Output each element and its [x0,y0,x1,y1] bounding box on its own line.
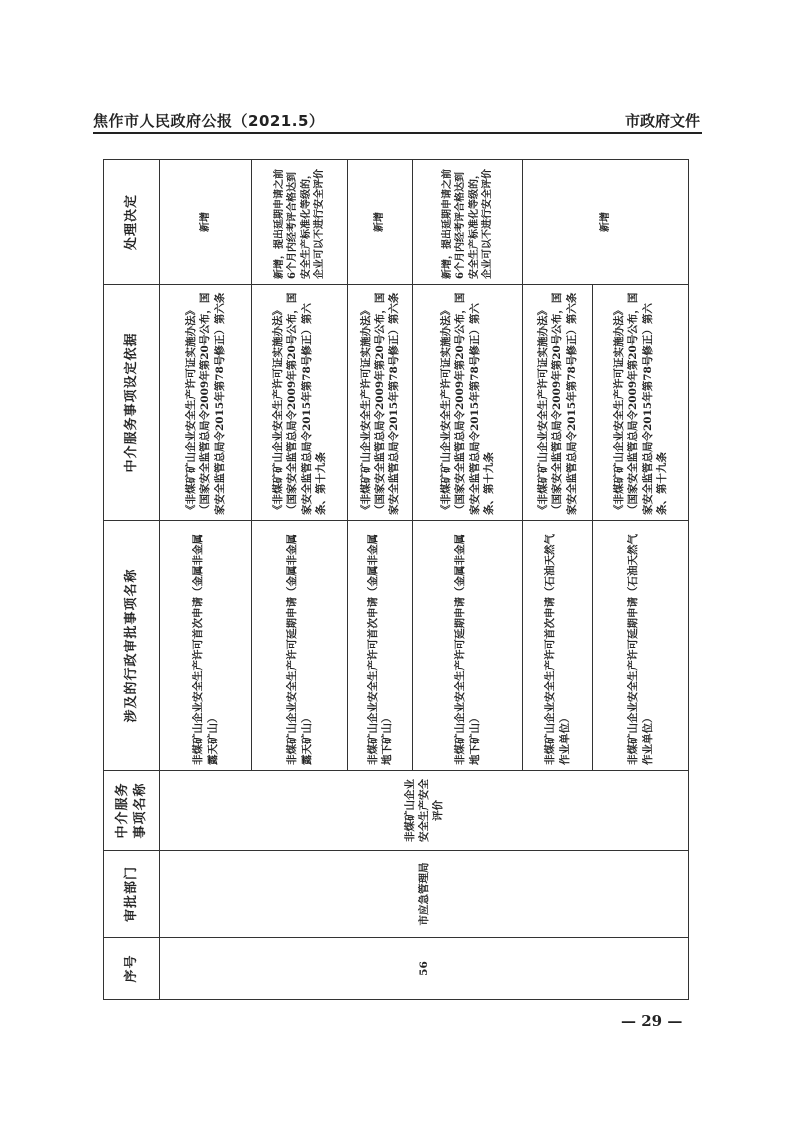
decision-cell: 新增 [348,160,413,285]
section-label: 市政府文件 [624,112,700,130]
basis-cell: 《非煤矿矿山企业安全生产许可证实施办法》（国家安全监管总局令2009年第20号公布，国家安全监管总局令2015年第78号修正）第六条、第十九条 [413,285,523,521]
table-header-row [104,160,160,1000]
page-number: — 29 — [621,1012,683,1030]
table-row [160,160,252,1000]
basis-cell: 《非煤矿矿山企业安全生产许可证实施办法》（国家安全监管总局令2009年第20号公布，国家安全监管总局令2015年第78号修正）第六条 [160,285,252,521]
col-header-dept: 审批部门 [104,851,160,938]
col-header-item: 涉及的行政审批事项名称 [104,521,160,771]
decision-cell: 新增，提出延期申请之前6个月内经考评合格达到安全生产标准化等级的，企业可以不进行安全评价 [252,160,348,285]
seq-cell: 56 [160,938,689,1000]
rotated-table-frame [103,160,688,1000]
services-table [103,159,689,1000]
item-cell: 非煤矿山企业安全生产许可首次申请（石油天然气作业单位） [523,521,593,771]
col-header-basis: 中介服务事项设定依据 [104,285,160,521]
col-header-decision: 处理决定 [104,160,160,285]
basis-cell: 《非煤矿矿山企业安全生产许可证实施办法》（国家安全监管总局令2009年第20号公布，国家安全监管总局令2015年第78号修正）第六条 [348,285,413,521]
bulletin-title: 焦作市人民政府公报（2021.5） [93,112,325,130]
item-cell: 非煤矿山企业安全生产许可首次申请（金属非金属地下矿山） [348,521,413,771]
item-cell: 非煤矿山企业安全生产许可延期申请（石油天然气作业单位） [593,521,689,771]
item-cell: 非煤矿山企业安全生产许可首次申请（金属非金属露天矿山） [160,521,252,771]
decision-cell: 新增 [160,160,252,285]
header-rule [93,132,702,134]
basis-cell: 《非煤矿矿山企业安全生产许可证实施办法》（国家安全监管总局令2009年第20号公布，国家安全监管总局令2015年第78号修正）第六条、第十九条 [593,285,689,521]
table-container [103,160,688,1000]
col-header-service: 中介服务事项名称 [104,771,160,851]
item-cell: 非煤矿山企业安全生产许可延期申请（金属非金属地下矿山） [413,521,523,771]
decision-cell: 新增，提出延期申请之前6个月内经考评合格达到安全生产标准化等级的，企业可以不进行安全评价 [413,160,523,285]
service-cell: 非煤矿山企业安全生产安全评价 [160,771,689,851]
dept-cell: 市应急管理局 [160,851,689,938]
col-header-seq: 序号 [104,938,160,1000]
basis-cell: 《非煤矿矿山企业安全生产许可证实施办法》（国家安全监管总局令2009年第20号公布，国家安全监管总局令2015年第78号修正）第六条 [523,285,593,521]
item-cell: 非煤矿山企业安全生产许可延期申请（金属非金属露天矿山） [252,521,348,771]
basis-cell: 《非煤矿矿山企业安全生产许可证实施办法》（国家安全监管总局令2009年第20号公布，国家安全监管总局令2015年第78号修正）第六条、第十九条 [252,285,348,521]
decision-cell: 新增 [523,160,689,285]
